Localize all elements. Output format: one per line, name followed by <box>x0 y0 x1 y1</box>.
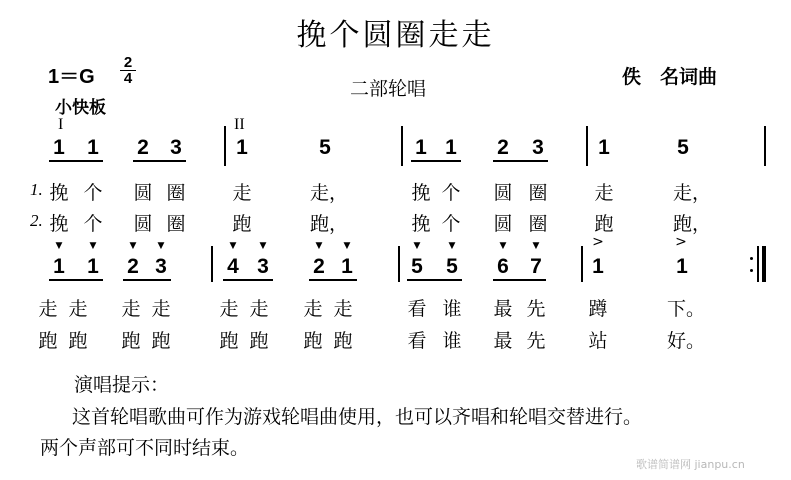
bar-line <box>586 126 588 166</box>
meter-denominator: 4 <box>123 70 133 87</box>
note: 2 <box>137 136 149 159</box>
lyric: 跑 <box>249 330 269 352</box>
lyric: 蹲 <box>588 298 608 320</box>
lyric: 先 <box>526 298 546 320</box>
lyric: 看 <box>407 330 427 352</box>
lyric: 圆 <box>493 182 513 204</box>
note: 5 <box>446 255 458 278</box>
repeat-dot <box>750 257 753 260</box>
lyric: 先 <box>526 330 546 352</box>
lyric: 走， <box>310 182 349 204</box>
song-title: 挽个圆圈走走 <box>296 18 495 53</box>
staccato-mark: ▼ <box>259 241 267 251</box>
staccato-mark: ▼ <box>55 241 63 251</box>
note: 6 <box>497 255 509 278</box>
lyric: 跑， <box>673 213 712 235</box>
author-credit: 佚 名词曲 <box>622 66 718 88</box>
time-signature <box>120 56 136 85</box>
lyric: 跑 <box>151 330 171 352</box>
lyric: 走， <box>673 182 712 204</box>
verse-label-2: 2. <box>30 211 43 230</box>
note: 1 <box>341 255 353 278</box>
lyric: 好。 <box>667 330 706 352</box>
lyric: 谁 <box>442 330 462 352</box>
lyric: 跑 <box>121 330 141 352</box>
final-bar-thick <box>762 246 766 282</box>
meter-numerator: 2 <box>123 54 133 71</box>
note: 5 <box>411 255 423 278</box>
lyric: 谁 <box>442 298 462 320</box>
beam <box>493 160 548 162</box>
lyric: 走 <box>232 182 252 204</box>
note: 3 <box>170 136 182 159</box>
note: 1 <box>236 136 248 159</box>
note: 4 <box>227 255 239 278</box>
lyric: 挽 <box>49 213 69 235</box>
note: 1 <box>415 136 427 159</box>
key-signature: 1＝G <box>48 66 95 88</box>
beam <box>133 160 186 162</box>
beam <box>411 160 461 162</box>
lyric: 挽 <box>411 182 431 204</box>
verse-label-1: 1. <box>30 180 43 199</box>
subtitle: 二部轮唱 <box>350 78 427 100</box>
accent-mark: > <box>592 234 604 250</box>
staccato-mark: ▼ <box>499 241 507 251</box>
note: 5 <box>677 136 689 159</box>
note: 1 <box>87 136 99 159</box>
lyric: 跑 <box>333 330 353 352</box>
bar-line <box>764 126 766 166</box>
repeat-dot <box>750 269 753 272</box>
bar-line <box>211 246 213 282</box>
note: 5 <box>319 136 331 159</box>
beam <box>49 160 103 162</box>
staccato-mark: ▼ <box>413 241 421 251</box>
lyric: 走 <box>303 298 323 320</box>
lyric: 下。 <box>667 298 706 320</box>
beam <box>223 279 273 281</box>
note: 3 <box>532 136 544 159</box>
lyric: 个 <box>441 182 461 204</box>
part-mark-1: I <box>58 116 64 133</box>
note: 2 <box>313 255 325 278</box>
lyric: 跑 <box>38 330 58 352</box>
lyric: 看 <box>407 298 427 320</box>
tips-line-2: 两个声部可不同时结束。 <box>40 437 250 459</box>
lyric: 最 <box>493 330 513 352</box>
beam <box>493 279 546 281</box>
tempo-marking: 小快板 <box>55 98 106 118</box>
lyric: 跑， <box>310 213 349 235</box>
note: 1 <box>87 255 99 278</box>
lyric: 挽 <box>49 182 69 204</box>
staccato-mark: ▼ <box>89 241 97 251</box>
staccato-mark: ▼ <box>229 241 237 251</box>
lyric: 走 <box>68 298 88 320</box>
lyric: 个 <box>83 182 103 204</box>
bar-line <box>581 246 583 282</box>
bar-line <box>401 126 403 166</box>
watermark: 歌谱简谱网 jianpu.cn <box>636 458 745 471</box>
note: 1 <box>53 255 65 278</box>
note: 2 <box>127 255 139 278</box>
lyric: 站 <box>588 330 608 352</box>
lyric: 圈 <box>166 182 186 204</box>
lyric: 圈 <box>528 182 548 204</box>
staccato-mark: ▼ <box>343 241 351 251</box>
lyric: 圈 <box>166 213 186 235</box>
lyric: 走 <box>38 298 58 320</box>
final-bar-thin <box>757 246 759 282</box>
tips-heading: 演唱提示： <box>74 374 170 396</box>
lyric: 个 <box>83 213 103 235</box>
lyric: 走 <box>121 298 141 320</box>
bar-line <box>398 246 400 282</box>
lyric: 圆 <box>133 182 153 204</box>
lyric: 跑 <box>232 213 252 235</box>
tips-line-1: 这首轮唱歌曲可作为游戏轮唱曲使用，也可以齐唱和轮唱交替进行。 <box>72 406 643 428</box>
lyric: 挽 <box>411 213 431 235</box>
note: 3 <box>257 255 269 278</box>
note: 1 <box>598 136 610 159</box>
accent-mark: > <box>675 234 687 250</box>
lyric: 走 <box>249 298 269 320</box>
beam <box>49 279 103 281</box>
beam <box>407 279 462 281</box>
lyric: 走 <box>151 298 171 320</box>
lyric: 圈 <box>528 213 548 235</box>
note: 3 <box>155 255 167 278</box>
lyric: 个 <box>441 213 461 235</box>
lyric: 跑 <box>219 330 239 352</box>
beam <box>309 279 357 281</box>
note: 1 <box>53 136 65 159</box>
staccato-mark: ▼ <box>157 241 165 251</box>
note: 1 <box>676 255 688 278</box>
lyric: 跑 <box>594 213 614 235</box>
note: 1 <box>592 255 604 278</box>
lyric: 跑 <box>303 330 323 352</box>
lyric: 走 <box>333 298 353 320</box>
lyric: 最 <box>493 298 513 320</box>
lyric: 走 <box>219 298 239 320</box>
lyric: 圆 <box>133 213 153 235</box>
note: 7 <box>530 255 542 278</box>
note: 2 <box>497 136 509 159</box>
beam <box>123 279 171 281</box>
bar-line <box>224 126 226 166</box>
staccato-mark: ▼ <box>129 241 137 251</box>
staccato-mark: ▼ <box>315 241 323 251</box>
part-mark-2: II <box>234 116 245 133</box>
lyric: 圆 <box>493 213 513 235</box>
lyric: 跑 <box>68 330 88 352</box>
staccato-mark: ▼ <box>448 241 456 251</box>
lyric: 走 <box>594 182 614 204</box>
note: 1 <box>445 136 457 159</box>
staccato-mark: ▼ <box>532 241 540 251</box>
